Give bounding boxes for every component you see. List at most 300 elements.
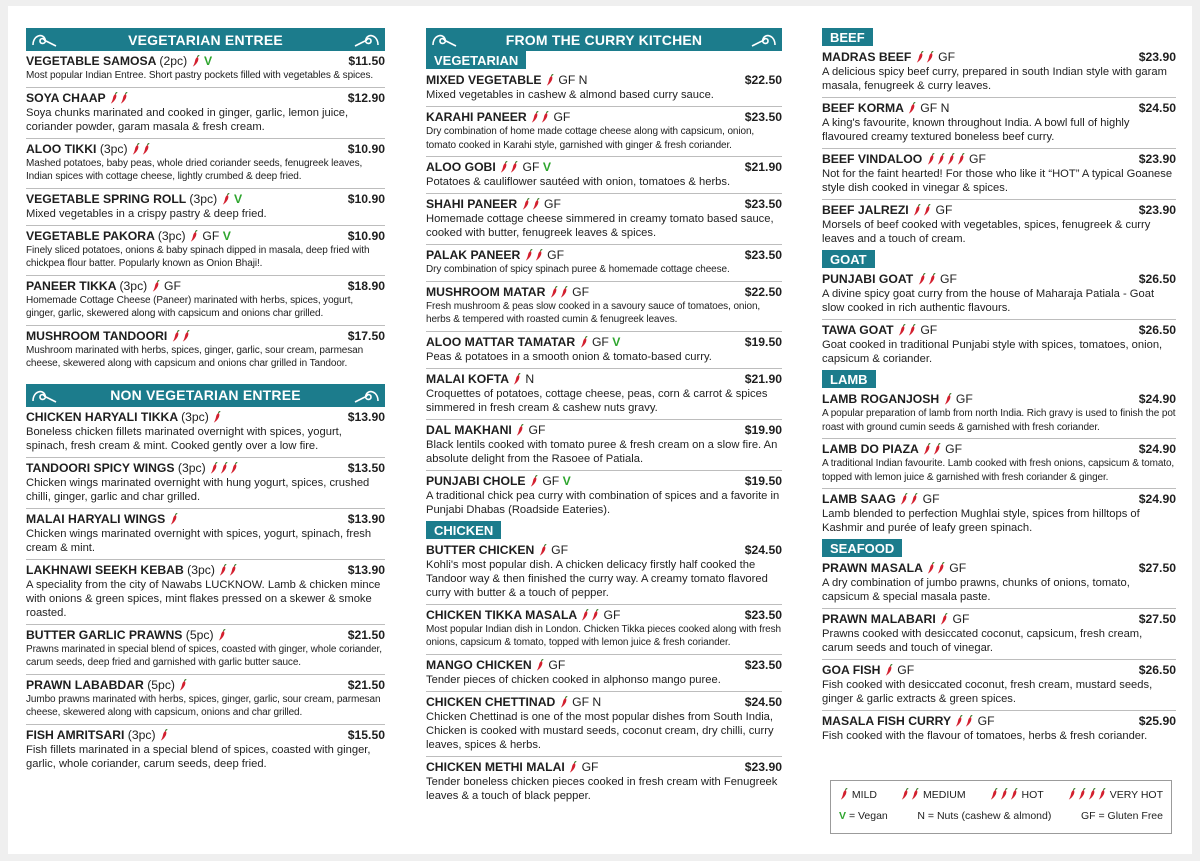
legend-hot: HOT — [989, 788, 1044, 801]
menu-item-portion: (5pc) — [147, 677, 175, 692]
chilli-icon — [219, 564, 227, 576]
menu-item-description: Mushroom marinated with herbs, spices, ginger, garlic, sour cream, parmesan cheese, skewered along with capsicum and onions char grilled in Tandoor. — [26, 344, 364, 369]
column-curry-kitchen — [426, 28, 782, 807]
menu-item-header — [426, 695, 782, 710]
dietary-tags: GF — [522, 160, 540, 174]
menu-item-header — [426, 335, 782, 350]
menu-item-name: LAMB DO PIAZA — [822, 442, 919, 456]
menu-item — [26, 276, 385, 326]
menu-item-header — [426, 285, 782, 300]
menu-item-header — [822, 101, 1176, 116]
menu-item-name: PUNJABI CHOLE — [426, 473, 526, 488]
menu-item-price: $27.50 — [1138, 561, 1176, 575]
seafood-list — [822, 558, 1176, 747]
menu-item-name-group — [26, 461, 239, 476]
dietary-tags: GF — [955, 392, 973, 406]
chilli-icon — [1010, 788, 1018, 800]
menu-item-name-group — [26, 142, 151, 157]
chilli-icon — [182, 330, 190, 342]
chilli-icon — [172, 330, 180, 342]
menu-item-name: MALAI HARYALI WINGS — [26, 511, 166, 526]
dietary-tags: GF — [543, 197, 561, 211]
chilli-icon — [230, 462, 238, 474]
menu-item — [26, 509, 385, 560]
menu-item-name: MASALA FISH CURRY — [822, 714, 951, 728]
menu-item-name: BEEF VINDALOO — [822, 152, 923, 166]
menu-item-header — [426, 760, 782, 775]
menu-item-name-group — [426, 110, 570, 125]
menu-item — [822, 489, 1176, 539]
chilli-icon — [152, 280, 160, 292]
menu-item-name: LAMB ROGANJOSH — [822, 392, 940, 406]
menu-item-price: $13.90 — [347, 511, 385, 526]
menu-item — [822, 711, 1176, 747]
menu-item-name-group — [822, 492, 940, 507]
dietary-tags: GF — [935, 203, 953, 217]
menu-item-description: Mixed vegetables in cashew & almond based curry sauce. — [426, 89, 714, 101]
chilli-icon — [536, 659, 544, 671]
menu-item-price: $10.90 — [347, 141, 385, 156]
menu-item-price: $13.50 — [347, 460, 385, 475]
menu-item-name-group — [426, 335, 620, 350]
chilli-icon — [530, 475, 538, 487]
menu-item-price: $19.50 — [744, 334, 782, 349]
menu-item-header — [26, 410, 385, 425]
menu-item-name-group — [26, 91, 129, 106]
chilli-icon — [513, 373, 521, 385]
menu-item — [822, 269, 1176, 320]
menu-item-portion: (3pc) — [157, 228, 186, 243]
menu-item-name: FISH AMRITSARI — [26, 727, 125, 742]
menu-item-price: $23.90 — [1138, 50, 1176, 64]
chilli-icon — [516, 424, 524, 436]
chilli-icon — [923, 443, 931, 455]
menu-item-name-group — [26, 192, 242, 207]
menu-item-price: $24.50 — [744, 542, 782, 557]
dietary-tags: GF N — [572, 694, 602, 709]
menu-item-header — [26, 54, 385, 69]
menu-item-name-group — [26, 229, 231, 244]
column-entrees — [26, 28, 385, 775]
menu-item-header — [822, 442, 1176, 457]
menu-item-name-group — [822, 101, 949, 116]
menu-item-name-group — [26, 329, 191, 344]
chilli-icon — [923, 204, 931, 216]
menu-item-description: Fish fillets marinated in a special blend of spices, coasted with ginger, garlic, whole coriander, carum seeds, deep fried. — [26, 743, 371, 770]
chilli-icon — [918, 273, 926, 285]
menu-item — [426, 157, 782, 194]
menu-item-name: PUNJABI GOAT — [822, 272, 914, 286]
menu-item-description: Homemade cottage cheese simmered in creamy tomato based sauce, cooked with butter, fenugreek leaves & spices. — [426, 213, 774, 239]
menu-item — [26, 625, 385, 675]
beef-list — [822, 47, 1176, 250]
menu-item-header — [26, 279, 385, 294]
menu-item — [426, 420, 782, 471]
menu-item-name-group — [426, 760, 599, 775]
menu-item-name: VEGETABLE PAKORA — [26, 228, 155, 243]
category-label-lamb: LAMB — [822, 370, 876, 388]
chilli-icon — [913, 204, 921, 216]
chilli-icon — [908, 324, 916, 336]
menu-item — [426, 471, 782, 521]
dietary-tags: GF N — [558, 73, 588, 87]
spice-legend — [830, 780, 1172, 834]
menu-item-name: BUTTER GARLIC PRAWNS — [26, 627, 183, 642]
menu-item — [822, 149, 1176, 200]
menu-item — [426, 194, 782, 245]
menu-item-header — [426, 372, 782, 387]
menu-item-description: A speciality from the city of Nawabs LUCKNOW. Lamb & chicken mince with onions & green spices, mint flakes pressed on a skewer & smoke roasted. — [26, 578, 381, 619]
menu-item — [426, 70, 782, 107]
chilli-icon — [581, 609, 589, 621]
chilli-icon — [132, 143, 140, 155]
menu-item-price: $23.90 — [1138, 203, 1176, 217]
menu-item-portion: (3pc) — [99, 141, 128, 156]
menu-item-header — [26, 728, 385, 743]
chilli-icon — [546, 74, 554, 86]
menu-item-header — [26, 512, 385, 527]
chilli-icon — [535, 249, 543, 261]
menu-item — [822, 660, 1176, 711]
chilli-icon — [933, 443, 941, 455]
menu-item — [426, 369, 782, 420]
menu-item-name: PRAWN LABABDAR — [26, 677, 144, 692]
menu-item-description: Tender pieces of chicken cooked in alphonso mango puree. — [426, 673, 721, 686]
menu-item-price: $19.50 — [744, 473, 782, 488]
menu-item-name-group — [426, 372, 534, 387]
menu-item-name: MIXED VEGETABLE — [426, 73, 542, 87]
menu-item-name-group — [426, 197, 561, 212]
menu-item-description: Boneless chicken fillets marinated overnight with spices, yogurt, spinach, fresh cream & mint. Cooked gently over a low fire. — [26, 425, 342, 452]
menu-item-price: $23.90 — [1138, 152, 1176, 166]
menu-item-price: $10.90 — [347, 228, 385, 243]
menu-item-name: VEGETABLE SPRING ROLL — [26, 191, 187, 206]
swirl-ornament-icon — [353, 30, 381, 49]
menu-item-header — [426, 474, 782, 489]
menu-item-price: $26.50 — [1138, 663, 1176, 677]
chilli-icon — [541, 111, 549, 123]
chilli-icon — [885, 664, 893, 676]
menu-item-description: Fresh mushroom & peas slow cooked in a savoury sauce of tomatoes, onion, herbs & tempered with roasted cumin & fenugreek leaves. — [426, 300, 761, 325]
menu-item-portion: (2pc) — [159, 54, 188, 68]
chilli-icon — [560, 696, 568, 708]
menu-item — [822, 558, 1176, 609]
dietary-tags: GF — [553, 110, 571, 124]
dietary-tags: GF — [202, 228, 220, 243]
menu-item-name-group — [822, 714, 995, 729]
dietary-tags: GF — [977, 714, 995, 728]
menu-item-name-group — [822, 561, 966, 576]
menu-item-name: ALOO TIKKI — [26, 141, 97, 156]
menu-item-header — [822, 272, 1176, 287]
chilli-icon — [916, 51, 924, 63]
chilli-icon — [955, 715, 963, 727]
menu-item — [822, 609, 1176, 660]
swirl-ornament-icon — [30, 30, 58, 49]
chilli-group — [839, 789, 849, 801]
menu-item-price: $19.90 — [744, 422, 782, 437]
menu-item-price: $26.50 — [1138, 323, 1176, 337]
section-banner-veg-entree — [26, 28, 385, 51]
menu-item-header — [822, 323, 1176, 338]
menu-item-price: $23.90 — [744, 759, 782, 774]
menu-item-description: Kohli's most popular dish. A chicken delicacy firstly half cooked the Tandoor way & then finished the curry way. A creamy tomato flavored curry with butter & a touch of pepper. — [426, 558, 768, 599]
menu-item-name-group — [822, 152, 986, 167]
chilli-icon — [222, 193, 230, 205]
dietary-tags: GF — [922, 492, 940, 506]
menu-item-price: $21.50 — [347, 627, 385, 642]
menu-item-description: A traditional Indian favourite. Lamb cooked with fresh onions, capsicum & tomato, topped with lemon juice & garnished with fresh coriander & ginger. — [822, 458, 1175, 483]
dietary-tags: N — [525, 371, 535, 386]
chilli-icon — [1088, 788, 1096, 800]
menu-item-price: $13.90 — [347, 562, 385, 577]
menu-item-header — [26, 563, 385, 578]
menu-item-name-group — [822, 272, 957, 287]
dietary-tags: GF — [542, 473, 560, 488]
menu-item-name: ALOO MATTAR TAMATAR — [426, 334, 576, 349]
menu-item-price: $24.50 — [744, 694, 782, 709]
dietary-tags: GF — [528, 422, 546, 437]
menu-item-name: BEEF KORMA — [822, 101, 904, 115]
menu-item-header — [822, 203, 1176, 218]
legend-nuts: N = Nuts (cashew & almond) — [917, 810, 1052, 822]
menu-item-header — [822, 714, 1176, 729]
menu-item-name: SHAHI PANEER — [426, 197, 518, 211]
menu-item-header — [822, 492, 1176, 507]
dietary-tags: GF N — [920, 101, 950, 115]
menu-item-name: LAKHNAWI SEEKH KEBAB — [26, 562, 184, 577]
menu-item-name-group — [26, 728, 169, 743]
veg-entree-list — [26, 51, 385, 375]
menu-item-name: CHICKEN CHETTINAD — [426, 694, 556, 709]
menu-item — [26, 675, 385, 725]
menu-item-header — [426, 608, 782, 623]
menu-item-name-group — [822, 323, 937, 338]
vegan-badge: V — [542, 160, 551, 174]
menu-item-portion: (5pc) — [185, 627, 214, 642]
vegan-badge: V — [612, 334, 621, 349]
category-label-goat: GOAT — [822, 250, 875, 268]
chilli-icon — [910, 493, 918, 505]
chilli-group — [900, 789, 920, 801]
chilli-icon — [937, 153, 945, 165]
menu-item-header — [822, 561, 1176, 576]
menu-item — [426, 107, 782, 157]
menu-item-name: BUTTER CHICKEN — [426, 542, 535, 557]
chilli-icon — [160, 729, 168, 741]
curry-vegetarian-list — [426, 70, 782, 521]
menu-item — [26, 189, 385, 226]
dietary-tags: GF — [547, 248, 565, 262]
menu-item-description: A traditional chick pea curry with combination of spices and a favorite in Punjabi Dhabas (Roadside Eateries). — [426, 489, 780, 516]
menu-item-description: Most popular Indian dish in London. Chicken Tikka pieces cooked along with fresh onions, capsicum & tomato, topped with lemon juice & fresh coriander. — [426, 623, 781, 648]
menu-item-name: ALOO GOBI — [426, 160, 496, 174]
dietary-tags: GF — [572, 284, 590, 299]
dietary-tags: GF — [548, 657, 566, 672]
menu-item-price: $25.90 — [1138, 714, 1176, 728]
menu-item — [26, 88, 385, 139]
menu-page — [8, 6, 1192, 854]
menu-item-header — [426, 73, 782, 88]
chilli-icon — [1000, 788, 1008, 800]
menu-item-price: $21.90 — [744, 160, 782, 174]
menu-item-price: $10.90 — [347, 191, 385, 206]
menu-item-name-group — [426, 695, 601, 710]
menu-item-price: $11.50 — [348, 54, 385, 68]
chilli-icon — [927, 562, 935, 574]
menu-item-price: $21.50 — [347, 677, 385, 692]
menu-item-description: Tender boneless chicken pieces cooked in fresh cream with Fenugreek leaves & a touch of black pepper. — [426, 775, 778, 802]
dietary-tags: GF — [939, 272, 957, 286]
menu-item-name-group — [26, 410, 222, 425]
menu-item-description: A dry combination of jumbo prawns, chunks of onions, tomato, capsicum & special masala paste. — [822, 577, 1130, 603]
vegan-badge: V — [233, 191, 243, 206]
menu-item-name: VEGETABLE SAMOSA — [26, 54, 157, 68]
menu-item-header — [426, 423, 782, 438]
chilli-icon — [947, 153, 955, 165]
menu-item-name-group — [426, 423, 545, 438]
chilli-icon — [192, 55, 200, 67]
lamb-list — [822, 389, 1176, 539]
menu-item-name: MUSHROOM TANDOORI — [26, 328, 168, 343]
chilli-group — [989, 789, 1019, 801]
dietary-tags: GF — [603, 607, 621, 622]
chilli-icon — [927, 153, 935, 165]
menu-item-name-group — [426, 474, 571, 489]
vegan-badge: V — [222, 228, 231, 243]
menu-item-header — [26, 142, 385, 157]
menu-item-description: Black lentils cooked with tomato puree & fresh cream on a slow fire. An absolute delight from the Rasoee of Patiala. — [426, 438, 778, 465]
menu-item-name: LAMB SAAG — [822, 492, 896, 506]
chilli-icon — [510, 161, 518, 173]
menu-item-description: A delicious spicy beef curry, prepared in south Indian style with garam masala, fenugreek & curry leaves. — [822, 66, 1167, 92]
menu-item-header — [822, 392, 1176, 407]
menu-item-name: MADRAS BEEF — [822, 50, 912, 64]
menu-item-name-group — [822, 663, 914, 678]
menu-item-name-group — [426, 658, 565, 673]
menu-item-name-group — [822, 612, 969, 627]
chilli-icon — [179, 679, 187, 691]
menu-item — [26, 458, 385, 509]
chilli-icon — [539, 544, 547, 556]
chilli-icon — [170, 513, 178, 525]
menu-item-name-group — [26, 512, 179, 527]
chilli-icon — [229, 564, 237, 576]
menu-item-description: Morsels of beef cooked with vegetables, spices, fenugreek & curry leaves and a touch of cream. — [822, 219, 1151, 245]
menu-item-description: Mixed vegetables in a crispy pastry & deep fried. — [26, 207, 267, 220]
menu-item-name-group — [26, 563, 238, 578]
menu-item-description: Finely sliced potatoes, onions & baby spinach dipped in masala, deep fried with chickpea flour batter. Popularly known as Onion Bhaji!. — [26, 244, 370, 269]
chilli-icon — [218, 629, 226, 641]
dietary-tags: GF — [949, 561, 967, 575]
menu-item-header — [822, 50, 1176, 65]
menu-item-price: $24.90 — [1138, 492, 1176, 506]
dietary-tags: GF — [897, 663, 915, 677]
legend-very-hot: VERY HOT — [1067, 788, 1163, 801]
menu-item-header — [426, 658, 782, 673]
menu-item-price: $24.50 — [1138, 101, 1176, 115]
menu-item-header — [26, 678, 385, 693]
menu-item-header — [26, 192, 385, 207]
category-label-vegetarian: VEGETARIAN — [426, 51, 526, 69]
menu-item — [26, 139, 385, 189]
chilli-icon — [926, 51, 934, 63]
category-label-chicken: CHICKEN — [426, 521, 501, 539]
menu-item-price: $23.50 — [744, 607, 782, 622]
menu-item-description: Fish cooked with the flavour of tomatoes, herbs & fresh coriander. — [822, 730, 1148, 742]
menu-item-price: $21.90 — [744, 371, 782, 386]
menu-item-name-group — [822, 203, 952, 218]
menu-item-header — [426, 248, 782, 263]
menu-item-description: Jumbo prawns marinated with herbs, spices, ginger, garlic, sour cream, parmesan cheese, skewered along with capsicum, onions and char grilled. — [26, 693, 381, 718]
menu-item — [426, 655, 782, 692]
menu-item-price: $26.50 — [1138, 272, 1176, 286]
menu-item-price: $15.50 — [347, 727, 385, 742]
menu-item-header — [822, 612, 1176, 627]
menu-item — [822, 200, 1176, 250]
menu-item-description: Lamb blended to perfection Mughlai style, spices from hilltops of Kashmir and purée of leafy green spinach. — [822, 508, 1140, 534]
menu-item-description: A divine spicy goat curry from the house of Maharaja Patiala - Goat slow cooked in rich authentic flavours. — [822, 288, 1155, 314]
menu-item-header — [426, 110, 782, 125]
chilli-icon — [1098, 788, 1106, 800]
menu-item-name: CHICKEN METHI MALAI — [426, 759, 565, 774]
menu-item-description: Dry combination of spicy spinach puree & homemade cottage cheese. — [426, 264, 730, 275]
menu-item-description: Homemade Cottage Cheese (Paneer) marinated with herbs, spices, yogurt, ginger, garlic, skewered along with capsicum and onions char grilled. — [26, 294, 354, 319]
chilli-icon — [901, 788, 909, 800]
menu-item-description: Mashed potatoes, baby peas, whole dried coriander seeds, fenugreek leaves, Indian spices with cottage cheese, lightly crumbed & deep fried. — [26, 157, 363, 182]
menu-item — [26, 226, 385, 276]
menu-item — [26, 51, 385, 88]
menu-item-name: PALAK PANEER — [426, 248, 521, 262]
menu-item-name-group — [426, 285, 589, 300]
menu-item-portion: (3pc) — [187, 562, 215, 577]
menu-item — [426, 245, 782, 282]
menu-item-description: A popular preparation of lamb from north India. Rich gravy is used to finish the pot roast with ground cumin seeds & garnished with fresh coriander. — [822, 408, 1176, 433]
menu-item-description: Fish cooked with desiccated coconut, fresh cream, mustard seeds, ginger & garlic extracts & green spices. — [822, 679, 1153, 705]
menu-item-price: $12.90 — [347, 90, 385, 105]
section-title: FROM THE CURRY KITCHEN — [505, 31, 703, 48]
menu-item-description: Chicken wings marinated overnight with spices, yogurt, spinach, fresh cream & mint. — [26, 527, 372, 554]
swirl-ornament-icon — [750, 30, 778, 49]
chilli-icon — [532, 198, 540, 210]
chilli-group — [1067, 789, 1107, 801]
category-label-seafood: SEAFOOD — [822, 539, 902, 557]
dietary-tags: GF — [591, 334, 609, 349]
chilli-icon — [500, 161, 508, 173]
legend-gluten-free: GF = Gluten Free — [1081, 810, 1163, 822]
chilli-icon — [142, 143, 150, 155]
menu-item-header — [26, 461, 385, 476]
menu-item-name: GOA FISH — [822, 663, 881, 677]
menu-item-price: $22.50 — [744, 73, 782, 87]
chilli-icon — [908, 102, 916, 114]
chilli-icon — [220, 462, 228, 474]
menu-item-name-group — [26, 279, 181, 294]
chilli-icon — [944, 393, 952, 405]
chilli-icon — [525, 249, 533, 261]
vegan-badge: V — [203, 54, 213, 68]
menu-item-name: CHICKEN HARYALI TIKKA — [26, 409, 178, 424]
vegan-badge: V — [562, 473, 571, 488]
menu-item — [426, 540, 782, 605]
section-title: VEGETARIAN ENTREE — [128, 31, 283, 48]
chilli-icon — [898, 324, 906, 336]
chilli-icon — [591, 609, 599, 621]
menu-item-description: Chicken wings marinated overnight with hung yogurt, spices, crushed chilli, ginger, garlic and char grilled. — [26, 476, 370, 503]
menu-item-name-group — [426, 543, 568, 558]
menu-item-header — [822, 152, 1176, 167]
menu-item-description: Prawns cooked with desiccated coconut, capsicum, fresh cream, carum seeds and touch of vinegar. — [822, 628, 1143, 654]
